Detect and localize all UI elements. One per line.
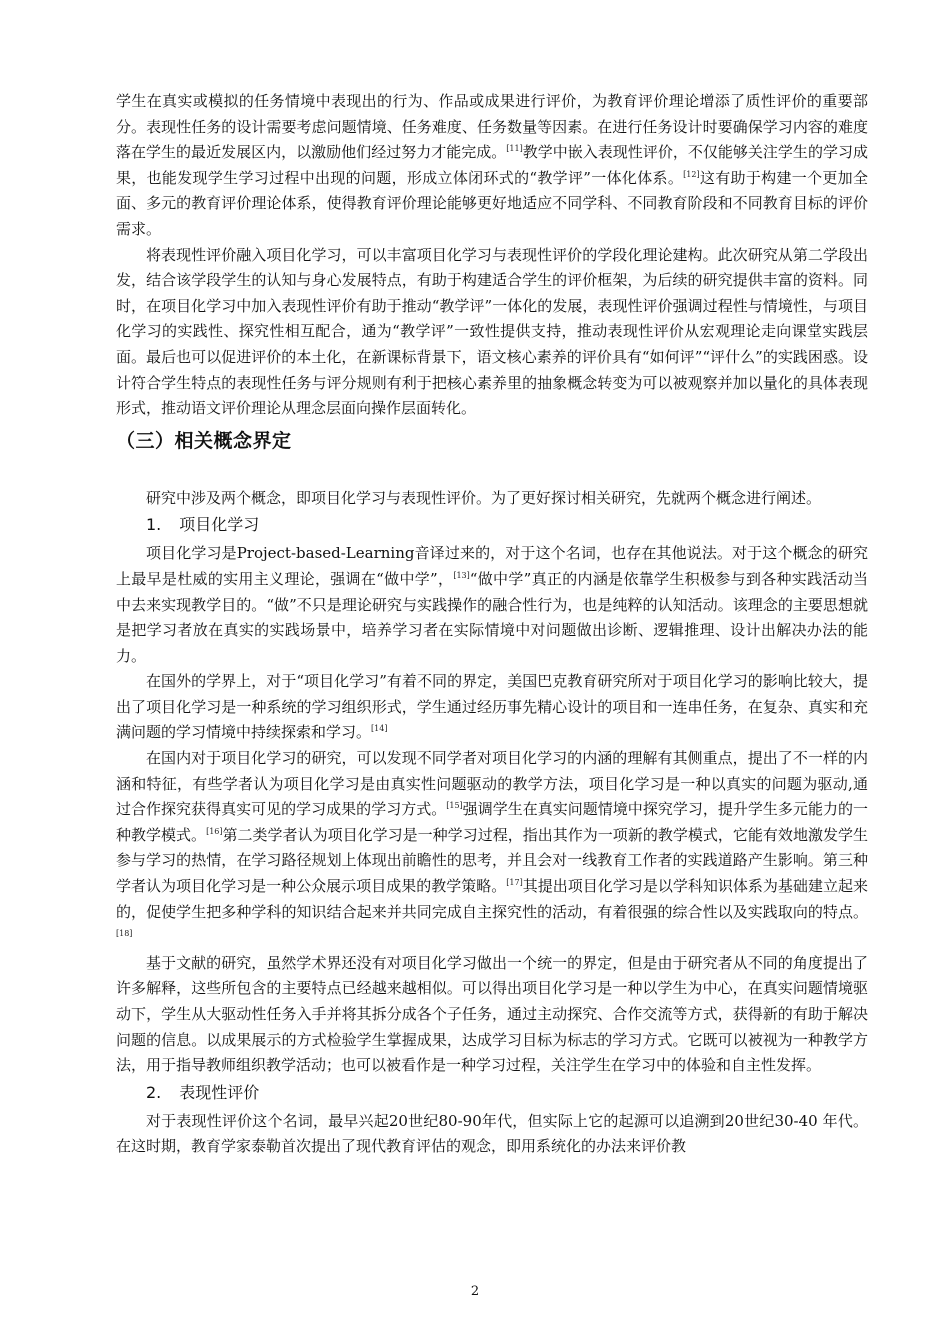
- subsection-heading-2: [146, 1079, 868, 1107]
- citation-marker: [16]: [206, 826, 223, 836]
- paragraph-text: 项目化学习是Project-based-Learning音译过来的，对于这个名词，也存在其他说法。对于这个概念的研究上最早是杜威的实用主义理论，强调在“做中学”，: [116, 544, 868, 588]
- subsection-number-1: 1.: [146, 515, 162, 535]
- page-content: [116, 89, 868, 1160]
- page-number: 2: [470, 1284, 480, 1299]
- body-paragraph: [116, 541, 868, 669]
- paragraph-text: 这有助于构建一个更加全面、多元的教育评价理论体系，使得教育评价理论能够更好地适应不同学科、不同教育阶段和不同教育目标的评价需求。: [116, 168, 868, 238]
- citation-marker: [18]: [116, 929, 133, 939]
- paragraph-text: 将表现性评价融入项目化学习，可以丰富项目化学习与表现性评价的学段化理论建构。此次研究从第二学段出发，结合该学段学生的认知与身心发展特点，有助于构建适合学生的评价框架，为后续的研究提供丰富的资料。同时，在项目化学习中加入表现性评价有助于推动“教学评”一体化的发展，表现性评价强调过程性与情境性，与项目化学习的实践性、探究性相互配合，通为“教学评”一致性提供支持，推动表现性评价从宏观理论走向课堂实践层面。最后也可以促进评价的本土化，在新课标背景下，语文核心素养的评价具有“如何评”“评什么”的实践困惑。设计符合学生特点的表现性任务与评分规则有利于把核心素养里的抽象概念转变为可以被观察并加以量化的具体表现形式，推动语文评价理论从理念层面向操作层面转化。: [116, 245, 868, 418]
- citation-marker: [14]: [371, 724, 388, 734]
- paragraph-text: 在国外的学界上，对于“项目化学习”有着不同的界定，美国巴克教育研究所对于项目化学习的影响比较大，提出了项目化学习是一种系统的学习组织形式，学生通过经历事先精心设计的项目和一连串任务，在复杂、真实和充满问题的学习情境中持续探索和学习。: [116, 672, 868, 742]
- paragraph-text: 研究中涉及两个概念，即项目化学习与表现性评价。为了更好探讨相关研究，先就两个概念进行阐述。: [146, 488, 822, 507]
- paragraph-text: 强调学生在真实问题情境中探究学习，提升学生多元能力的一种教学模式。: [116, 800, 868, 844]
- section-heading: （三）相关概念界定: [116, 429, 292, 452]
- paragraph-text: 教学中嵌入表现性评价，不仅能够关注学生的学习成果，也能发现学生学习过程中出现的问题，形成立体闭环式的“教学评”一体化体系。: [116, 143, 868, 187]
- body-paragraph: [116, 746, 868, 951]
- paragraph-text: 对于表现性评价这个名词，最早兴起20世纪80-90年代，但实际上它的起源可以追溯到20世纪30-40 年代。在这时期，教育学家泰勒首次提出了现代教育评估的观念，即用系统化的办法来评价教: [116, 1111, 868, 1156]
- citation-marker: [11]: [506, 144, 523, 154]
- paragraph-text: 第二类学者认为项目化学习是一种学习过程，指出其作为一项新的教学模式，它能有效地激发学生参与学习的热情，在学习路径规划上体现出前瞻性的思考，并且会对一线教育工作者的实践道路产生影响。第三种学者认为项目化学习是一种公众展示项目成果的教学策略。: [116, 825, 868, 896]
- paragraph-text: 其提出项目化学习是以学科知识体系为基础建立起来的，促使学生把多种学科的知识结合起来并共同完成自主探究性的活动，有着很强的综合性以及实践取向的特点。: [116, 877, 868, 921]
- body-paragraph: [116, 89, 868, 243]
- subsection-title-2: 表现性评价: [179, 1082, 260, 1102]
- paragraphs-sub2: [116, 1109, 868, 1160]
- citation-marker: [13]: [453, 570, 470, 580]
- subsection-title-1: 项目化学习: [179, 515, 260, 535]
- body-paragraph: [116, 1109, 868, 1160]
- paragraphs-sub1: [116, 541, 868, 1078]
- subsection-heading-1: [146, 511, 868, 539]
- paragraph-text: 学生在真实或模拟的任务情境中表现出的行为、作品或成果进行评价，为教育评价理论增添了质性评价的重要部分。表现性任务的设计需要考虑问题情境、任务难度、任务数量等因素。在进行任务设计时要确保学习内容的难度落在学生的最近发展区内，以激励他们经过努力才能完成。: [116, 92, 868, 162]
- body-paragraph: [116, 486, 868, 512]
- body-paragraph: [116, 951, 868, 1079]
- paragraphs-top: [116, 89, 868, 422]
- subsection-number-2: 2.: [146, 1082, 162, 1102]
- citation-marker: [15]: [446, 801, 463, 811]
- citation-marker: [17]: [506, 878, 523, 888]
- paragraph-text: 在国内对于项目化学习的研究，可以发现不同学者对项目化学习的内涵的理解有其侧重点，提出了不一样的内涵和特征，有些学者认为项目化学习是由真实性问题驱动的教学方法，项目化学习是一种以真实的问题为驱动,通过合作探究获得真实可见的学习成果的学习方式。: [116, 749, 868, 819]
- intro-paragraph: [116, 486, 868, 512]
- paragraph-text: 基于文献的研究，虽然学术界还没有对项目化学习做出一个统一的界定，但是由于研究者从不同的角度提出了许多解释，这些所包含的主要特点已经越来越相似。可以得出项目化学习是一种以学生为中心，在真实问题情境驱动下，学生从大驱动性任务入手并将其拆分成各个子任务，通过主动探究、合作交流等方式，获得新的有助于解决问题的信息。以成果展示的方式检验学生掌握成果，达成学习目标为标志的学习方式。它既可以被视为一种教学方法，用于指导教师组织教学活动；也可以被看作是一种学习过程，关注学生在学习中的体验和自主性发挥。: [116, 953, 868, 1075]
- body-paragraph: [116, 243, 868, 422]
- citation-marker: [12]: [683, 169, 700, 179]
- body-paragraph: [116, 669, 868, 746]
- paragraph-text: “做中学”真正的内涵是依靠学生积极参与到各种实践活动当中去来实现教学目的。“做”不只是理论研究与实践操作的融合性行为，也是纯粹的认知活动。该理念的主要思想就是把学习者放在真实的实践场景中，培养学习者在实际情境中对问题做出诊断、逻辑推理、设计出解决办法的能力。: [116, 569, 869, 665]
